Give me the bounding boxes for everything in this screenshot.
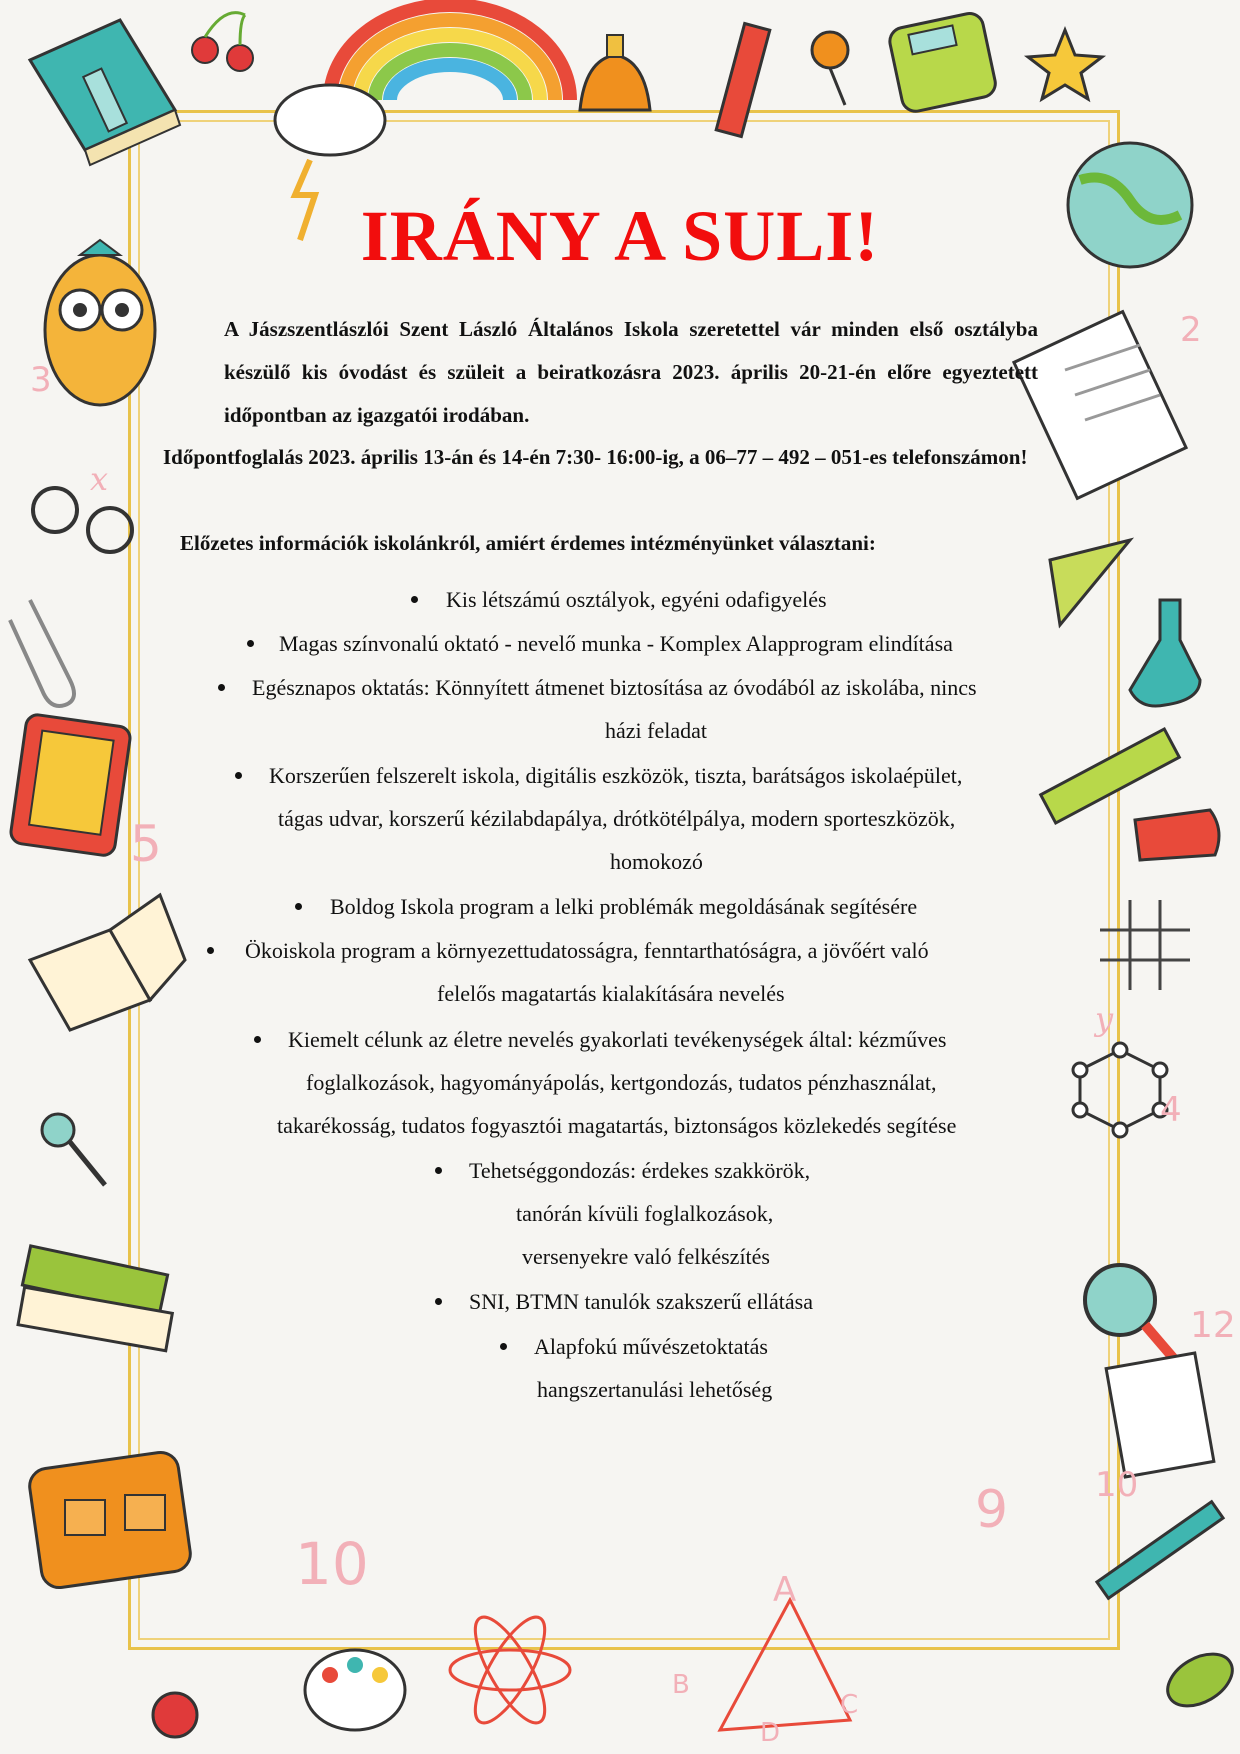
pushpin-icon	[812, 32, 848, 105]
star-icon	[1028, 30, 1102, 99]
list-item-cont: felelős magatartás kialakítására nevelés	[437, 981, 785, 1006]
flask-icon	[1130, 600, 1200, 706]
books-stack-icon	[18, 1246, 172, 1351]
tic-tac-toe-icon	[1100, 900, 1190, 990]
pyramid-icon	[720, 1600, 850, 1730]
list-item-cont: házi feladat	[605, 718, 707, 743]
doodle-letter-y: y	[1095, 1000, 1114, 1038]
sneaker-icon	[1135, 810, 1219, 860]
magnifier-icon	[1085, 1265, 1175, 1360]
doodle-letter-x: x	[90, 460, 109, 498]
atom-icon	[450, 1608, 570, 1732]
list-item-cont: tágas udvar, korszerű kézilabdapálya, drótkötélpálya, modern sporteszközök,	[278, 806, 956, 831]
list-item: Korszerűen felszerelt iskola, digitális eszközök, tiszta, barátságos iskolaépület,	[269, 763, 963, 788]
doodle-number-10: 10	[295, 1530, 369, 1598]
list-item-cont: takarékosság, tudatos fogyasztói magatartás, biztonságos közlekedés segítése	[277, 1113, 957, 1138]
doodle-number-12: 12	[1190, 1305, 1236, 1346]
pencil-icon	[716, 24, 770, 137]
bullet-dot	[254, 1036, 261, 1043]
page-title: IRÁNY A SULI!	[360, 196, 880, 276]
ruler-icon	[1041, 729, 1180, 823]
palette-icon	[305, 1650, 405, 1730]
bell-icon	[580, 35, 650, 110]
doodle-number-3: 3	[30, 360, 52, 400]
bullet-dot	[435, 1298, 442, 1305]
schoolbag-icon	[27, 1450, 192, 1590]
list-item: SNI, BTMN tanulók szakszerű ellátása	[469, 1289, 813, 1314]
bullet-dot	[218, 684, 225, 691]
bullet-dot	[435, 1167, 442, 1174]
list-item: Alapfokú művészetoktatás	[534, 1334, 768, 1359]
list-item-cont: hangszertanulási lehetőség	[537, 1377, 773, 1402]
bullet-dot	[295, 903, 302, 910]
doodle-number-2: 2	[1180, 310, 1202, 350]
list-item-cont: versenyekre való felkészítés	[522, 1244, 770, 1269]
bullet-dot	[247, 640, 254, 647]
doodle-letter-c: C	[840, 1690, 859, 1720]
list-item: Tehetséggondozás: érdekes szakkörök,	[469, 1158, 811, 1183]
doodle-letter-a: A	[773, 1570, 797, 1610]
booking-paragraph: Időpontfoglalás 2023. április 13-án és 14-én 7:30- 16:00-ig, a 06–77 – 492 – 051-es telefonszámon!	[163, 445, 1028, 469]
molecule-icon	[1073, 1043, 1167, 1137]
apple-icon	[153, 1693, 197, 1737]
doodle-number-5: 5	[130, 815, 162, 873]
list-item: Kis létszámú osztályok, egyéni odafigyelés	[446, 587, 827, 612]
list-item: Kiemelt célunk az életre nevelés gyakorlati tevékenységek által: kézműves	[288, 1027, 947, 1052]
doodle-number-9: 9	[975, 1480, 1009, 1540]
doodle-number-10b: 10	[1095, 1465, 1139, 1505]
doodle-letter-d: D	[760, 1718, 781, 1748]
open-book-icon	[30, 895, 185, 1030]
key-icon	[42, 1114, 105, 1185]
list-item-cont: foglalkozások, hagyományápolás, kertgondozás, tudatos pénzhasználat,	[306, 1070, 937, 1095]
doodle-number-4: 4	[1160, 1090, 1182, 1130]
calculator-icon	[887, 11, 998, 114]
book-icon	[30, 20, 180, 165]
paintbrush-icon	[1097, 1502, 1223, 1599]
list-item: Magas színvonalú oktató - nevelő munka - Komplex Alapprogram elindítása	[279, 631, 953, 656]
doodle-letter-b: B	[672, 1670, 690, 1700]
list-item: Boldog Iskola program a lelki problémák megoldásának segítésére	[330, 894, 918, 919]
list-item-cont: homokozó	[610, 849, 703, 874]
bullet-dot	[411, 596, 418, 603]
papers-icon	[1106, 1353, 1214, 1477]
list-item: Egésznapos oktatás: Könnyített átmenet biztosítása az óvodából az iskolába, nincs	[252, 675, 977, 700]
bullet-dot	[235, 772, 242, 779]
leaf-icon	[1159, 1643, 1240, 1716]
list-item-cont: tanórán kívüli foglalkozások,	[516, 1201, 774, 1226]
intro-paragraph: A Jászszentlászlói Szent László Általános Iskola szeretettel vár minden első osztályba készülő kis óvodást és szüleit a beiratkozásra 2023. április 20-21-én előre egyeztetett időpontban az igazgatói irodában.	[224, 317, 1038, 427]
cherries-icon	[192, 13, 253, 71]
glasses-icon	[33, 488, 132, 552]
bullet-dot	[207, 947, 214, 954]
info-heading: Előzetes információk iskolánkról, amiért érdemes intézményünket választani:	[180, 531, 876, 555]
bullet-dot	[500, 1343, 507, 1350]
tablet-icon	[9, 713, 131, 856]
paperclip-icon	[10, 600, 74, 706]
list-item: Ökoiskola program a környezettudatosságra, fenntarthatóságra, a jövőért való	[245, 938, 929, 963]
